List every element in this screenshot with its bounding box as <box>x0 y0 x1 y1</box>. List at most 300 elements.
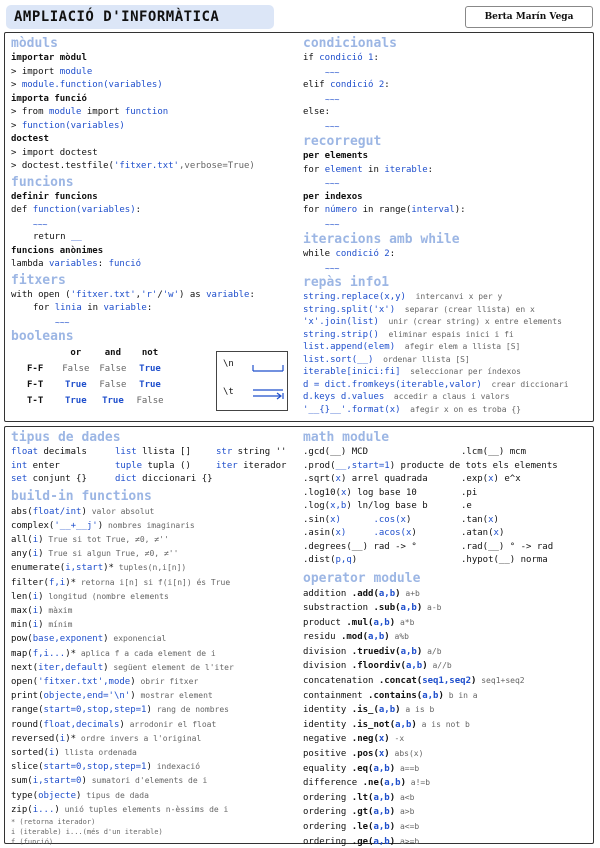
type-keyword: list <box>115 447 137 457</box>
code-text: elif <box>303 80 331 90</box>
code-text: import <box>81 107 125 117</box>
description: mostrar element <box>135 691 213 701</box>
function-signature: reversed(i)* <box>11 733 77 744</box>
builtin-notes <box>11 817 303 847</box>
newline-arrow-icon <box>251 362 285 374</box>
type-keyword: str <box>216 447 233 457</box>
section-title-moduls: mòduls <box>11 36 58 51</box>
math-function: .log(x,b) ln/log base b <box>303 501 428 511</box>
code-keyword: module.function(variables) <box>21 80 163 90</box>
operator-name: concatenation <box>303 676 379 687</box>
operator-result: a<b <box>395 792 415 802</box>
code-line <box>303 164 593 178</box>
list-item <box>303 630 593 645</box>
type-keyword: dict <box>115 474 137 484</box>
function-signature: range(start=0,stop,step=1) <box>11 705 152 716</box>
description: separar (crear llista) en x <box>395 304 535 314</box>
code-keyword: 'fitxer.txt' <box>113 161 179 171</box>
description: ordenar llista [S] <box>373 354 470 364</box>
code-text: with open ( <box>11 289 71 300</box>
list-item <box>303 379 593 392</box>
code-text: > <box>11 80 22 90</box>
description: valor absolut <box>86 506 155 516</box>
operator-name: substraction <box>303 603 374 614</box>
description: sumatori d'elements de i <box>86 776 208 786</box>
operator-name: identity <box>303 719 352 730</box>
function-signature: next(iter,default) <box>11 662 109 673</box>
code-text: ,verbose=True) <box>178 161 255 171</box>
operator-result: a is not b <box>416 719 470 729</box>
code-keyword: condició 2 <box>330 80 385 90</box>
description: següent element de l'iter <box>108 662 234 672</box>
list-item <box>11 561 303 575</box>
math-function: .degrees(__) rad -> ° <box>303 541 417 552</box>
code-keyword: string.split('x') <box>303 304 396 315</box>
operator-function: .ge(a,b) <box>351 836 396 847</box>
list-item <box>303 404 593 417</box>
list-item <box>303 732 593 747</box>
code-keyword: 'r' <box>141 289 158 300</box>
list-item <box>11 689 303 703</box>
operator-result: abs(x) <box>389 749 424 759</box>
table-cell: True <box>139 364 161 374</box>
code-line <box>11 258 301 272</box>
code-line <box>303 52 593 66</box>
list-item <box>303 820 593 835</box>
operator-result: a//b <box>427 661 452 671</box>
table-corner <box>11 345 57 361</box>
data-type-cell <box>216 473 306 487</box>
operator-name: difference <box>303 778 363 789</box>
list-item <box>303 659 593 674</box>
data-type-cell <box>11 473 115 487</box>
placeholder-tilde: ~~~ <box>55 317 70 327</box>
operator-result: a>=b <box>395 836 420 846</box>
code-text: for <box>33 303 55 313</box>
list-item <box>303 835 593 848</box>
list-item <box>303 366 593 379</box>
row-label: F-F <box>27 364 44 374</box>
section-title-condicionals: condicionals <box>303 36 397 51</box>
data-types-grid <box>11 446 303 487</box>
data-type-cell <box>216 460 306 474</box>
code-line <box>11 289 301 303</box>
operator-result: a is b <box>400 705 435 715</box>
math-function: .exp(x) e^x <box>461 474 521 484</box>
list-item <box>303 329 593 342</box>
operator-function: .concat(seq1,seq2) <box>378 676 477 687</box>
boolean-truth-table <box>11 345 169 409</box>
list-item <box>303 354 593 367</box>
data-type-cell <box>11 446 115 460</box>
tab-arrow-icon <box>251 386 285 402</box>
code-line <box>11 66 301 80</box>
operator-function: .contains(a,b) <box>368 690 444 701</box>
code-text: in <box>362 164 385 175</box>
math-function: .atan(x) <box>461 528 505 538</box>
list-item <box>11 576 303 590</box>
code-keyword: function <box>124 107 169 117</box>
code-text: def <box>11 205 33 215</box>
type-keyword: set <box>11 474 28 484</box>
code-keyword: condició 2 <box>335 249 390 259</box>
list-item <box>11 803 303 817</box>
code-keyword: list.sort(__) <box>303 354 374 365</box>
table-row <box>11 361 169 377</box>
list-item <box>11 718 303 732</box>
code-keyword: d.keys d.values <box>303 392 385 402</box>
operator-list <box>303 587 593 848</box>
code-text: , <box>135 289 142 300</box>
math-function: .rad(__) ° -> rad <box>461 541 554 552</box>
heading: doctest <box>11 134 49 144</box>
operator-name: product <box>303 617 347 628</box>
math-function: .hypot(__) norma <box>461 555 548 565</box>
function-signature: print(objecte,end='\n') <box>11 691 136 702</box>
list-item <box>11 732 303 746</box>
function-signature: sorted(i) <box>11 747 60 758</box>
description: True si algun True, ≠0, ≠'' <box>43 549 179 559</box>
code-text: for <box>303 205 325 215</box>
code-line <box>11 106 301 120</box>
code-text: for <box>303 164 325 175</box>
code-text: : <box>97 259 109 269</box>
list-item <box>303 304 593 317</box>
code-text: if <box>303 53 320 63</box>
function-signature: round(float,decimals) <box>11 719 125 730</box>
math-function: .asin(x) .acos(x) <box>303 528 417 538</box>
section-title-funcions: funcions <box>11 174 74 190</box>
list-item <box>303 805 593 820</box>
type-description: enter <box>27 460 60 471</box>
operator-name: identity <box>303 705 352 716</box>
code-keyword: function(variables) <box>32 205 136 215</box>
operator-name: ordering <box>303 822 352 832</box>
operator-function: .add(a,b) <box>351 588 401 599</box>
right-column <box>303 431 593 848</box>
footnote: f (funció) <box>11 837 54 846</box>
description: exponencial <box>108 634 167 644</box>
placeholder-tilde: ~~~ <box>325 94 340 104</box>
description: tuples(n,i[n]) <box>113 563 187 573</box>
code-line <box>11 204 301 218</box>
code-keyword: linia <box>54 303 82 313</box>
description: afegir x on es troba {} <box>400 404 521 414</box>
row-label: T-T <box>27 396 44 406</box>
code-keyword: variable <box>103 303 147 313</box>
table-cell: True <box>139 380 161 390</box>
code-text: : <box>384 80 390 90</box>
operator-function: .sub(a,b) <box>373 603 423 614</box>
description: indexació <box>151 762 201 772</box>
section-title-builtin: build-in functions <box>11 488 152 504</box>
list-item <box>303 601 593 616</box>
heading: importar mòdul <box>11 53 87 63</box>
description: ordre invers a l'original <box>76 733 202 743</box>
function-signature: zip(i...) <box>11 804 60 815</box>
section-title-booleans: booleans <box>11 329 74 344</box>
operator-name: negative <box>303 734 352 745</box>
description: tipus de dada <box>81 790 149 800</box>
list-item <box>303 391 593 404</box>
operator-result: a==b <box>395 763 420 773</box>
function-signature: type(objecte) <box>11 790 82 801</box>
math-function: .prod(__,start=1) producte de tots els elements <box>303 460 558 471</box>
code-text: lambda <box>11 259 49 269</box>
list-item <box>11 533 303 547</box>
list-item <box>303 616 593 631</box>
placeholder-tilde: ~~~ <box>325 179 340 188</box>
table-header-row <box>11 345 169 361</box>
list-item <box>303 291 593 304</box>
operator-function: .is_(a,b) <box>351 705 401 716</box>
table-row <box>11 393 169 409</box>
code-text: return <box>33 232 71 242</box>
builtin-list <box>11 505 303 817</box>
description: seleccionar per índexos <box>400 367 521 376</box>
list-item <box>11 647 303 661</box>
placeholder-tilde: ~~~ <box>325 263 340 273</box>
heading: definir funcions <box>11 191 98 202</box>
list-item <box>303 587 593 602</box>
operator-function: .pos(x) <box>351 749 390 760</box>
section-title-math: math module <box>303 430 390 445</box>
code-text: > import <box>11 66 60 77</box>
heading: per indexos <box>303 191 363 202</box>
list-item <box>303 762 593 777</box>
type-keyword: float <box>11 447 39 457</box>
operator-function: .is_not(a,b) <box>351 719 417 730</box>
operator-function: .truediv(a,b) <box>351 646 423 657</box>
list-item <box>11 547 303 561</box>
code-keyword: número <box>324 205 358 215</box>
list-item <box>11 604 303 618</box>
code-line <box>303 248 593 262</box>
list-item <box>11 590 303 604</box>
list-item <box>303 674 593 689</box>
type-keyword: tuple <box>115 460 143 471</box>
table-header: not <box>141 348 159 358</box>
list-item <box>303 645 593 660</box>
description: True si tot True, ≠0, ≠'' <box>43 534 169 544</box>
description: afegir elem a llista [S] <box>395 342 521 351</box>
description: unió tuples elements n-èssims de i <box>59 804 229 814</box>
list-item <box>303 316 593 329</box>
operator-result: seq1+seq2 <box>476 676 525 686</box>
type-description: iterador <box>237 460 287 471</box>
section-title-iteracions: iteracions amb while <box>303 232 460 247</box>
description: rang de nombres <box>151 705 229 715</box>
heading: per elements <box>303 151 369 161</box>
code-text: : <box>389 249 396 259</box>
type-description: decimals <box>38 447 87 457</box>
heading: funcions anònimes <box>11 245 104 256</box>
math-function: .lcm(__) mcm <box>461 447 527 457</box>
math-function: .pi <box>461 487 478 498</box>
function-signature: max(i) <box>11 605 44 616</box>
operator-function: .ne(a,b) <box>362 778 406 789</box>
description: accedir a claus i valors <box>384 392 510 401</box>
placeholder-tilde: ~~~ <box>33 219 48 229</box>
code-keyword: 'w' <box>162 289 180 300</box>
heading: importa funció <box>11 93 87 104</box>
description: eliminar espais inici i fi <box>378 329 514 339</box>
code-text: : <box>427 164 434 175</box>
operator-name: addition <box>303 588 352 599</box>
list-item <box>303 747 593 762</box>
math-function: .e <box>461 501 472 511</box>
list-item <box>11 789 303 803</box>
code-keyword: condició 1 <box>319 53 374 63</box>
description: nombres imaginaris <box>103 520 195 530</box>
code-keyword: string.replace(x,y) <box>303 292 406 302</box>
operator-function: .lt(a,b) <box>351 792 396 803</box>
row-label: F-T <box>27 380 44 390</box>
operator-result: a!=b <box>405 778 431 788</box>
code-text: : <box>146 303 153 313</box>
code-keyword: iterable <box>384 164 428 175</box>
type-description: llista [] <box>136 447 191 457</box>
operator-function: .neg(x) <box>351 734 390 745</box>
code-text: : <box>135 205 142 215</box>
code-keyword: funció <box>108 259 142 269</box>
list-item <box>303 703 593 718</box>
list-item <box>11 760 303 774</box>
code-keyword: string.strip() <box>303 329 379 340</box>
operator-function: .eq(a,b) <box>351 763 396 774</box>
operator-name: equality <box>303 763 352 774</box>
top-panel <box>4 32 594 422</box>
footnote: * (retorna iterador) <box>11 817 96 826</box>
function-signature: pow(base,exponent) <box>11 634 109 645</box>
description: obrir fitxer <box>135 676 199 686</box>
placeholder-tilde: ~~~ <box>325 219 340 229</box>
type-keyword: int <box>11 460 28 471</box>
code-text: : <box>373 53 379 63</box>
section-title-fitxers: fitxers <box>11 272 66 288</box>
data-type-cell <box>11 460 115 474</box>
code-keyword: module <box>48 107 82 117</box>
description: màxim <box>43 605 73 615</box>
operator-result: a%b <box>389 632 409 642</box>
operator-name: containment <box>303 690 369 701</box>
page-title: AMPLIACIÓ D'INFORMÀTICA <box>6 5 274 29</box>
function-signature: filter(f,i)* <box>11 577 77 588</box>
math-function: .sqrt(x) arrel quadrada <box>303 474 428 484</box>
list-item <box>11 505 303 519</box>
code-keyword: variables <box>48 259 98 269</box>
math-function: .dist(p,q) <box>303 555 358 565</box>
code-line <box>11 302 301 316</box>
description: longitud (nombre elements <box>43 591 169 601</box>
code-keyword: function(variables) <box>21 120 125 131</box>
operator-name: division <box>303 661 352 672</box>
function-signature: min(i) <box>11 620 44 631</box>
data-type-cell <box>115 446 216 460</box>
table-cell: True <box>64 380 87 390</box>
operator-result: a*b <box>395 617 415 627</box>
function-signature: enumerate(i,start)* <box>11 563 114 574</box>
math-function: .sin(x) .cos(x) <box>303 514 412 525</box>
description: mínim <box>43 620 73 630</box>
operator-function: .le(a,b) <box>351 822 396 832</box>
code-text: ): <box>454 205 466 215</box>
list-item <box>303 718 593 733</box>
repas-list <box>303 291 593 416</box>
math-function: .tan(x) <box>461 514 499 525</box>
operator-function: .mod(a,b) <box>340 632 390 643</box>
description: intercanvi x per y <box>405 292 503 301</box>
code-line <box>11 120 301 134</box>
list-item <box>11 632 303 646</box>
section-title-repas: repàs info1 <box>303 275 390 290</box>
table-row <box>11 377 169 393</box>
operator-result: a/b <box>422 646 442 656</box>
description: aplica f a cada element de i <box>76 648 216 658</box>
operator-name: division <box>303 646 352 657</box>
function-signature: len(i) <box>11 591 44 602</box>
code-line: else: <box>303 107 331 117</box>
section-title-recorregut: recorregut <box>303 134 382 149</box>
type-description: string '' <box>232 447 287 457</box>
type-description: tupla () <box>142 460 191 471</box>
operator-function: .floordiv(a,b) <box>351 661 428 672</box>
code-line <box>303 204 593 218</box>
function-signature: sum(i,start=0) <box>11 776 87 787</box>
list-item <box>303 689 593 704</box>
operator-result: b in a <box>443 690 478 700</box>
code-keyword: __ <box>70 232 82 242</box>
list-item <box>11 774 303 788</box>
type-keyword: iter <box>216 460 238 471</box>
table-cell: False <box>99 364 127 374</box>
code-keyword: module <box>59 66 93 77</box>
footnote: i (iterable) i...(més d'un iterable) <box>11 827 163 836</box>
code-keyword: d = dict.fromkeys(iterable,valor) <box>303 379 482 390</box>
section-title-operator: operator module <box>303 570 421 586</box>
table-cell: False <box>62 364 90 374</box>
list-item <box>303 791 593 806</box>
list-item <box>303 341 593 354</box>
author-box: Berta Marín Vega <box>465 6 593 28</box>
code-text: ) as <box>179 289 207 300</box>
escape-sequence-box <box>216 351 288 411</box>
description: llista ordenada <box>59 747 137 757</box>
table-cell: False <box>136 396 164 406</box>
code-line <box>11 160 301 174</box>
code-line: > import doctest <box>11 147 98 158</box>
code-keyword: variable <box>206 289 250 300</box>
code-text: / <box>157 289 163 300</box>
operator-result: a>b <box>395 807 415 817</box>
code-text: > from <box>11 107 49 117</box>
code-line <box>11 79 301 93</box>
function-signature: any(i) <box>11 549 44 560</box>
description: arrodonir el float <box>124 719 217 729</box>
operator-result: a<=b <box>395 822 420 831</box>
description: retorna i[n] si f(i[n]) és True <box>76 577 231 587</box>
section-title-tipus: tipus de dades <box>11 430 121 445</box>
data-type-cell <box>115 460 216 474</box>
list-item <box>303 776 593 791</box>
function-signature: open('fitxer.txt',mode) <box>11 676 136 687</box>
code-line <box>11 231 301 245</box>
placeholder-tilde: ~~~ <box>325 121 340 131</box>
data-type-cell <box>115 473 216 487</box>
operator-function: .mul(a,b) <box>346 617 396 628</box>
code-keyword: 'fitxer.txt' <box>70 289 136 300</box>
right-column <box>303 37 593 416</box>
